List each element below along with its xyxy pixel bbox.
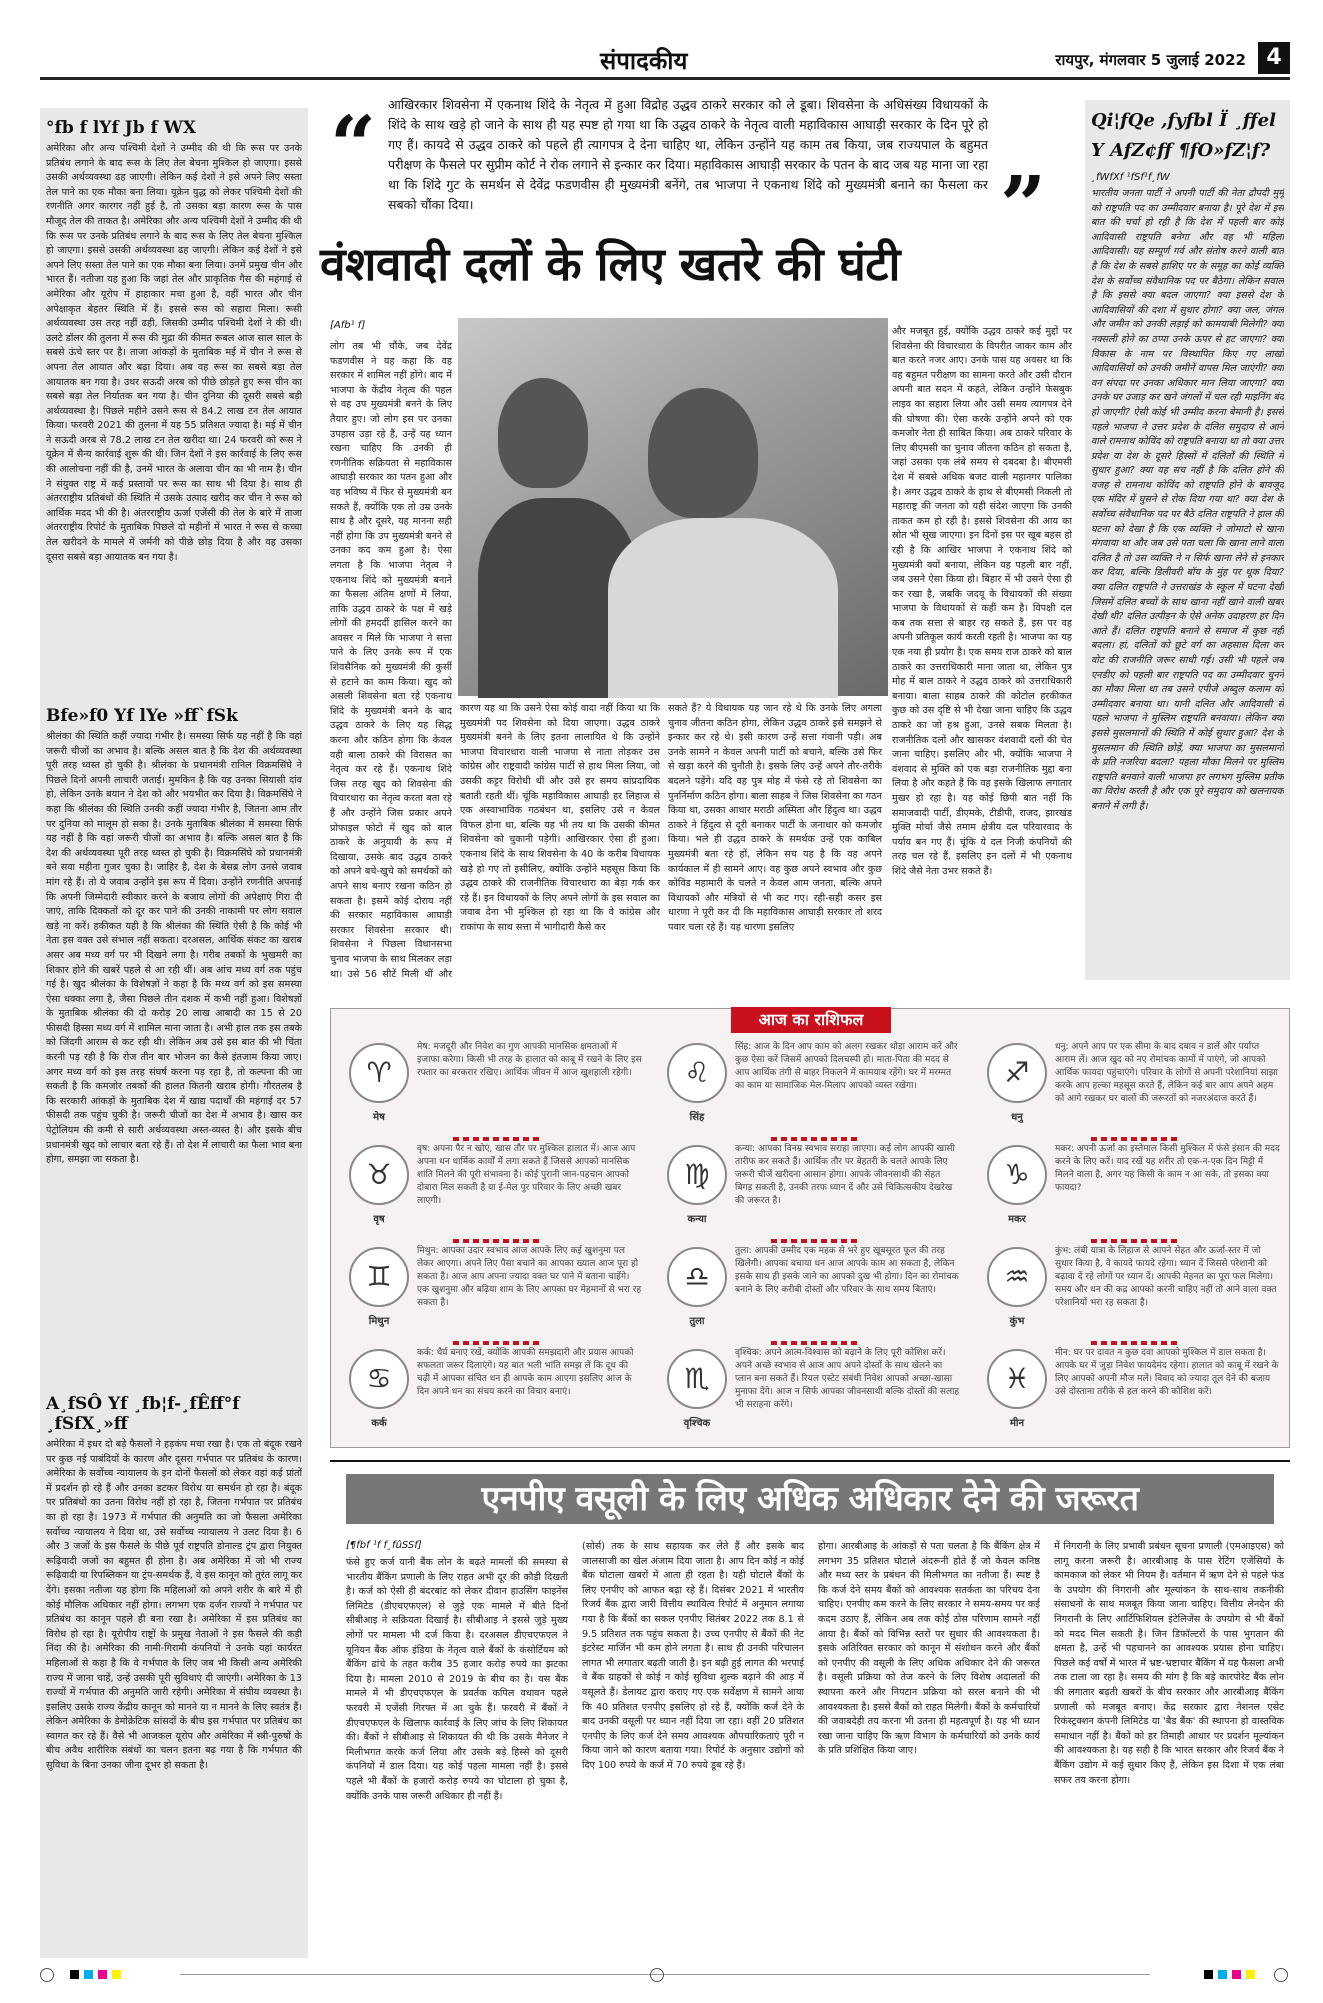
lower-article-col-3: होगा। आरबीआइ के आंकड़ों से पता चलता है कि बैंकिंग क्षेत्र में लगभग 35 प्रतिशत घोटाले अंदरूनी होते हैं जो केवल कनिष्ठ और मध्य स्तर के प्रबंधन की मिलीभगत का नतीजा हैं। स्पष्ट है कि कर्ज देने समय बैंकों को आवश्यक सतर्कता का परिचय देना चाहिए। एनपीए कम करने के लिए सरकार ने समय-समय पर कई कदम उठाए हैं, लेकिन अब तक कोई ठोस परिणाम सामने नहीं आया है। बैंकों को विभिन्न स्तरों पर सुधार की आवश्यकता है। इसके अतिरिक्त सरकार को कानून में संशोधन करने और बैंकों को एनपीए की वसूली के लिए अधिक अधिकार देने की जरूरत है। वसूली प्रक्रिया को तेज करने के लिए विशेष अदालतों की स्थापना करने और निपटान प्रक्रिया को सरल बनाने की भी आवश्यकता है। इससे बैंकों को राहत मिलेगी। बैंकों के कर्मचारियों की जवाबदेही तय करना भी उतना ही महत्वपूर्ण है। यह भी ध्यान रखा जाना चाहिए कि ऋण विभाग के कर्मचारियों को उनके कार्य के प्रति प्रशिक्षित किया जाए। <box>818 1541 1040 1757</box>
left-section-3-heading: A¸fSÔ Yf ¸fb¦f-¸fÊff°f ¸fSfX¸»ff <box>46 1394 240 1434</box>
zodiac-sign-name: कुंभ <box>1009 1316 1025 1327</box>
page-number: 4 <box>1258 42 1290 74</box>
color-swatch-magenta-right <box>1232 1970 1241 1979</box>
left-section-1-heading: °fb f lYf Jb f WX <box>46 118 197 138</box>
registration-mark-center-icon <box>650 1968 664 1982</box>
footer-rule <box>180 1974 1150 1975</box>
color-swatch-cyan-right <box>1218 1970 1227 1979</box>
zodiac-sign-name: वृश्चिक <box>683 1418 711 1429</box>
zodiac-prediction-text: मीन: घर पर दावत न कुछ दवा आपको मुश्किल में डाल सकता है। आपके घर में जुड़ा निवेश फायदेमंद रहेगा। हालात को काबू में रखने के लिए आपको अपनी मौज मलें। विवाद को ज्यादा तूल देने की बजाय उसे दोस्ताना तरीके से हल करने की कोशिश करें। <box>1055 1348 1279 1397</box>
zodiac-prediction-text: सिंह: आज के दिन आप काम को अलग रखकर थोड़ा आराम करें और कुछ ऐसा करें जिसमें आपको दिलचस्पी हो। माता-पिता की मदद से आप आर्थिक तंगी से बाहर निकलने में कामयाब रहेंगे। घर में मरम्मत का काम या सामाजिक मेल-मिलाप आपको व्यस्त रखेगा। <box>735 1042 958 1091</box>
zodiac-sign-icon: ♈ <box>349 1043 409 1103</box>
left-section-3-body: अमेरिका में इधर दो बड़े फैसलों ने हड़कंप मचा रखा है। एक तो बंदूक रखने पर कुछ नई पाबंदियों के कारण और दूसरा गर्भपात पर प्रतिबंध के कारण। अमेरिका के सर्वोच्च न्यायालय के इन दोनों फैसलों को लेकर वहां कई प्रांतों में प्रदर्शन हो रहे हैं और उनका डटकर विरोध या समर्थन हो रहा है। बंदूक पर प्रतिबंधों का उतना विरोध नहीं हो रहा है, जितना गर्भपात पर प्रतिबंध का हो रहा है। 1973 में गर्भपात की अनुमति का जो फैसला अमेरिका सर्वोच्च न्यायालय ने दिया था, उसे सर्वोच्च न्यायालय ने उलट दिया है। 6 और 3 जजों के इस फैसले के पीछे पूर्व राष्ट्रपति डोनाल्ड ट्रंप द्वारा नियुक्त रूढ़िवादी जजों का बहुमत ही होना है। अब अमेरिका में जो भी राज्य रूढ़िवादी या रिपब्लिकन या ट्रंप-समर्थक हैं, वे इस कानून को तुरंत लागू कर देंगे। इसका नतीजा यह होगा कि महिलाओं को अपने शरीर के बारे में ही कोई मौलिक अधिकार नहीं होगा। लगभग एक दर्जन राज्यों ने गर्भपात पर प्रतिबंध का कानून पहले ही बना रखा है। अमेरिका में इस प्रतिबंध का विरोध हो रहा है। यूरोपीय राष्ट्रों के प्रमुख नेताओं ने इस फैसले की कड़ी निंदा की है। अमेरिका की नामी-गिरामी कंपनियों ने उनके यहां कार्यरत महिलाओं से कहा है कि वे गर्भपात के लिए जब भी किसी अन्य अमेरिकी राज्य में जाना चाहें, उन्हें उसकी पूरी सुविधाएं दी जाएंगी। अमेरिका के 13 राज्यों में गर्भपात की अनुमति जारी रहेगी। अमेरिका में संघीय व्यवस्था है। इसलिए उसके राज्य केंद्रीय कानून को मानने या न मानने के लिए स्वतंत्र हैं। लेकिन अमेरिका के डेमोक्रेटिक सांसदों के बीच इस गर्भपात पर प्रतिबंध का स्वागत कर रहे हैं। वैसे भी आजकल यूरोप और अमेरिका में स्त्री-पुरुषों के बीच अवैध शारीरिक संबंधों का चलन इतना बढ़ गया है कि गर्भपात की सुविधा के बिना उनका जीना दूभर हो सकता है। <box>46 1439 302 1772</box>
left-section-2-body: श्रीलंका की स्थिति कहीं ज्यादा गंभीर है। समस्या सिर्फ यह नहीं है कि वहां जरूरी चीजों का अभाव है। बल्कि असल बात है कि देश की अर्थव्यवस्था पूरी तरह ध्वस्त हो चुकी है। श्रीलंका के प्रधानमंत्री रानिल विक्रमसिंघे ने पिछले दिनों अपनी लाचारी जताई। मुमकिन है कि यह उनका सियासी दांव हो, लेकिन उनके बयान ने देश को और भयभीत कर दिया है। विक्रमसिंघे ने कहा कि श्रीलंका की स्थिति उनकी कहीं ज्यादा गंभीर है, जितना आम तौर पर दुनिया को मालूम हो सका है। उनके मुताबिक श्रीलंका में समस्या सिर्फ यह नहीं है कि वहां जरूरी चीजों का अभाव है। बल्कि असल बात है कि देश की अर्थव्यवस्था पूरी तरह ध्वस्त हो चुकी है। विक्रमसिंघे को प्रधानमंत्री बने सवा महीना गुजर चुका है। जाहिर है, देश के बेसब्र लोग उनसे जवाब मांग रहे हैं। तो ये जवाब उन्होंने इस रूप में दिया। उन्होंने रणनीति अपनाई कि अपनी जिम्मेदारी स्वीकार करने के बजाय लोगों की अपेक्षाएं गिरा दी जाएं, ताकि दिक्कतों को दूर कर पाने की उनकी नाकामी पर लोग सवाल खड़े ना करें। हकीकत यही है कि श्रीलंका की स्थिति ऐसी है कि कोई भी नेता इस वक्त उसे संभाल नहीं सकता। दरअसल, आर्थिक संकट का खराब असर अब मध्य वर्ग पर भी दिखने लगा है। गरीब तबकों के भुखमरी का शिकार होने की खबरें पहले से आ रही थीं। अब आंच मध्य वर्ग तक पहुंच गई है। खुद श्रीलंका के विशेषज्ञों ने कहा है कि मध्य वर्ग को इस समस्या ऐसा धक्का लगा है, जैसा पिछले तीन दशक में कभी नहीं हुआ। विशेषज्ञों के मुताबिक श्रीलंका की दो करोड़ 20 लाख आबादी का 15 से 20 फीसदी हिस्सा मध्य वर्ग में शामिल माना जाता है। अभी हाल तक इस तबके को जिंदगी आराम से कट रही थी। लेकिन अब उसे इस बात की भी चिंता करनी पड़ रही है कि रोज तीन बार भोजन का कैसे इंतजाम किया जाए। अगर मध्य वर्ग को इस तरह संघर्ष करना पड़ रहा है, तो कल्पना की जा सकती है कि कमजोर तबकों की हालत कितनी खराब होगी। गौरतलब है कि सरकारी आंकड़ों के मुताबिक देश में खाद्य पदार्थों की महंगाई दर 57 फीसदी तक पहुंच चुकी है। जरूरी चीजों का देश में अभाव है। खास कर पेट्रोलियम की कमी से सारी अर्थव्यवस्था अस्त-व्यस्त है। और इसके बीच प्रधानमंत्री खुद को लाचार बता रहे हैं। तो देश में लाचारी का फैला भाव बना होगा, समझा जा सकता है। <box>46 731 302 1166</box>
zodiac-prediction-text: तुला: आपकी उम्मीद एक महक से भरे हुए खूबसूरत फूल की तरह खिलेगी। आपका बचाया धन आज आपके काम आ सकता है, लेकिन इसके साथ ही इसके जाने का आपको दुख भी होगा। दिन का रोमांचक बनाने के लिए करीबी दोस्तों और परिवार के साथ समय बिताएं। <box>735 1246 959 1295</box>
zodiac-sign-name: तुला <box>689 1316 705 1327</box>
horoscope-cell <box>343 1343 658 1447</box>
zodiac-prediction-text: कर्क: धैर्य बनाए रखें, क्योंकि आपकी समझदारी और प्रयास आपको सफलता जरूर दिलाएंगे। यह बात भली भांति समझ लें कि दूध की चढ़ी में आपका संचित धन ही आपके काम आएगा इसलिए आज के दिन अपने धन का संचय करने का विचार बनाएं। <box>417 1348 634 1397</box>
lower-article-header <box>330 1460 1290 1532</box>
close-quote-mark: ” <box>1000 158 1047 252</box>
open-quote-mark: “ <box>330 98 377 192</box>
right-opinion-column <box>1085 100 1290 980</box>
zodiac-sign-icon: ♍ <box>667 1145 727 1205</box>
registration-mark-icon <box>40 1968 54 1982</box>
horoscope-cell <box>661 1343 976 1447</box>
horoscope-cell <box>981 1241 1296 1345</box>
left-section-2-heading: Bfe»f0 Yf lYe »ff`fSk <box>46 706 238 726</box>
zodiac-sign-name: मेष <box>373 1112 385 1123</box>
right-column-byline: ¸fWfXf ¹fSf¹f¸fW <box>1091 172 1170 183</box>
zodiac-sign-name: वृष <box>373 1214 385 1225</box>
horoscope-cell <box>343 1139 658 1243</box>
zodiac-sign-icon: ♏ <box>667 1349 727 1409</box>
zodiac-sign-icon: ♋ <box>349 1349 409 1409</box>
main-article-byline: [Afb¹ f] <box>330 320 366 331</box>
zodiac-prediction-text: मकर: अपनी ऊर्जा का इस्तेमाल किसी मुश्किल में फंसे इंसान की मदद करने के लिए करें। याद रखें यह शरीर तो एक-न-एक दिन मिट्टी में मिलने वाला है, अगर यह किसी के काम न आ सके, तो इसका क्या फायदा? <box>1055 1144 1280 1193</box>
main-headline: वंशवादी दलों के लिए खतरे की घंटी <box>320 237 900 291</box>
right-column-body: भारतीय जनता पार्टी ने अपनी पार्टी की नेता द्रौपदी मुर्मू को राष्ट्रपति पद का उम्मीदवार बनाया है। पूरे देश में इस बात की चर्चा हो रही है कि देश में पहली बार कोई आदिवासी राष्ट्रपति बनेगा और वह भी महिला आदिवासी। यह सम्पूर्ण गर्व और संतोष करने वाली बात है कि देश के सबसे हाशिए पर के समूह का कोई व्यक्ति देश के सर्वोच्च संवैधानिक पद पर बैठेगा। लेकिन सवाल है कि इससे क्या बदल जाएगा? क्या इससे देश के आदिवासियों की दशा में सुधार होगा? क्या जल, जंगल और जमीन को उनकी लड़ाई को कामयाबी मिलेगी? क्या नक्सली होने का ठप्पा उनके ऊपर से हट जाएगा? क्या विकास के नाम पर विस्थापित किए गए लाखों आदिवासियों को उनकी जमीनें वापस मिल जाएंगी? क्या वन संपदा पर उनका अधिकार मान लिया जाएगा? क्या उनके घर उजाड़ कर खने जंगलों में चल रही माइनिंग बंद हो जाएगी? ऐसी कोई भी उम्मीद करना बेमानी है। इससे पहले भाजपा ने उत्तर प्रदेश के दलित समुदाय से आने वाले रामनाथ कोविंद को राष्ट्रपति बनाया था तो क्या उत्तर प्रदेश या देश के दूसरे हिस्सों में दलितों की स्थिति में सुधार हुआ? क्या यह सच नहीं है कि दलित होने की वजह से रामनाथ कोविंद को राष्ट्रपति होने के बावजूद एक मंदिर में घुसने से रोक दिया गया था? क्या देश के सर्वोच्च संवैधानिक पद पर बैठे दलित राष्ट्रपति ने हाल की घटना को देखा है कि एक व्यक्ति ने जोमाटो से खाना मंगवाया था और जब उसे पता चला कि खाना लाने वाला दलित है तो उस व्यक्ति ने न सिर्फ खाना लेने से इनकार कर दिया, बल्कि डिलीवरी बॉय के मुंह पर थूक दिया? क्या दलित राष्ट्रपति ने उत्तराखंड के स्कूल में घटना देखी जिसमें दलित बच्चों के साथ खाना नहीं खाने वाली खबर देखी थी? दलित उत्पीड़न के ऐसे अनेक उदाहरण हर दिन आते हैं। दलित राष्ट्रपति बनाने से समाज में कुछ नहीं बदला। हां, दलितों को छूटे वर्ग का अहसास दिला कर वोट की राजनीति जरूर साधी गई। उसी भी पहले जब एनडीए को पहली बार राष्ट्रपति पद का उम्मीदवार चुनने का मौका मिला था तब उसने एपीजे अब्दुल कलाम को उम्मीदवार बनाया था। यानी दलित और आदिवासी से पहले भाजपा ने मुस्लिम राष्ट्रपति बनवाया। लेकिन क्या इससे मुसलमानों की स्थिति में कोई सुधार हुआ? देश के मुसलमान की स्थिति छोड़ें, क्या भाजपा का मुसलमानों के प्रति नजरिया बदला? पहला मौका मिलने पर मुस्लिम राष्ट्रपति बनवाने वाली भाजपा हर लगभग मुस्लिम प्रतीक का विरोध करती है और एक पूरे समुदाय को खलनायक बनाने में लगी है। <box>1091 188 1284 812</box>
zodiac-prediction-text: कुंभ: लंबी यात्रा के लिहाज से आपने सेहत और ऊर्जा-स्तर में जो सुधार किया है, वे कायदे फायदे रहेगा। ध्यान दें जिससे परेशानी को बढ़ावा दें रहे लोगों पर ध्यान दें। आपकी मेहनत का पूरा फल मिलेगा। समय और धन की कद्र आपको करनी चाहिए नहीं तो आने वाला वक्त परेशानियों भरा रह सकता है। <box>1055 1246 1277 1308</box>
horoscope-cell <box>661 1241 976 1345</box>
color-swatch-yellow-right <box>1246 1970 1255 1979</box>
zodiac-sign-name: धनु <box>1011 1112 1023 1123</box>
left-editorial-column <box>40 108 308 1958</box>
lower-article-col-4: में निगरानी के लिए प्रभावी प्रबंधन सूचना प्रणाली (एमआइएस) को लागू करना जरूरी है। आरबीआइ के पास रेटिंग एजेंसियों के कामकाज को लेकर भी नियम हैं। वर्तमान में ऋण देने से पहले फंड के उपयोग की निगरानी और मूल्यांकन के साथ-साथ तकनीकी संसाधनों के साथ मजबूत किया जाना चाहिए। वित्तीय लेनदेन की निगरानी के लिए आर्टिफिशियल इंटेलिजेंस के उपयोग से भी बैंकों को मदद मिल सकती है। जिन डिफॉल्टरों के पास भुगतान की क्षमता है, उन्हें भी पहचानने का आवश्यक प्रयास होना चाहिए। पिछले कई वर्षों में भारत में भ्रष्ट-भ्रष्टाचार बैंकिंग में यह फैसला अभी तक टाला जा रहा है। समय की मांग है कि बड़े कारपोरेट बैंक लोन की लगातार बढ़ती खबरों के बीच सरकार और आरबीआइ बैंकिंग प्रणाली को मजबूत बनाए। केंद्र सरकार द्वारा नेशनल एसेट रिकंस्ट्रक्शन कंपनी लिमिटेड या 'बैड बैंक' की स्थापना हो वास्तविक समाधान नहीं है। बैंकों को हर तिमाही आधार पर प्रदर्शन मूल्यांकन की आवश्यकता है। यह सही है कि भारत सरकार और रिजर्व बैंक ने बैंकिंग उद्योग में कई सुधार किए हैं, लेकिन इस दिशा में एक लंबा सफर तय करना होगा। <box>1054 1541 1284 1786</box>
news-photo <box>458 318 888 696</box>
horoscope-cell <box>981 1139 1296 1243</box>
main-article-col-3: सकते हैं? ये विधायक यह जान रहे थे कि उनके लिए अगला चुनाव जीतना कठिन होगा, लेकिन उद्धव ठाकरे इसे समझने से इन्कार कर रहे थे। इसी कारण उन्हें सत्ता गंवानी पड़ी। अब उनके सामने न केवल अपनी पार्टी को बचाने, बल्कि उसे फिर से खड़ा करने की चुनौती है। इसके लिए उन्हें अपने तौर-तरीके बदलने पड़ेंगे। यदि वह पुत्र मोह में फंसे रहे तो शिवसेना का पुनर्निर्माण कठिन होगा। बाला साहब ने जिस शिवसेना का गठन किया था, उसका आधार मराठी अस्मिता और हिंदुत्व था। उद्धव ठाकरे ने हिंदुत्व से दूरी बनाकर पार्टी के जनाधार को कमजोर किया। भले ही उद्धव ठाकरे के समर्थक उन्हें एक काबिल मुख्यमंत्री बता रहे हों, लेकिन सच यह है कि वह अपने कार्यकाल में ही सामने आए। वह कुछ अपने स्वभाव और कुछ कोविड महामारी के चलते न केवल आम जनता, बल्कि अपने विधायकों और मंत्रियों से भी कट गए। रही-सही कसर इस धारणा ने पूरी कर दी कि महाविकास आघाड़ी सरकार तो शरद पवार चला रहे हैं। यह धारणा इसलिए <box>668 703 882 933</box>
color-swatch-black-right <box>1204 1970 1213 1979</box>
main-article-col-1: लोग तब भी चौंके, जब देवेंद्र फडणवीस ने यह कहा कि वह सरकार में शामिल नहीं होंगे। बाद में भाजपा के केंद्रीय नेतृत्व की पहल से वह उप मुख्यमंत्री बनने के लिए तैयार हुए। जो लोग इस पर उनका उपहास उड़ा रहे हैं, उन्हें यह ध्यान रखना चाहिए कि उनकी ही रणनीतिक सक्रियता से महाविकास आघाड़ी सरकार का पतन हुआ और वह भविष्य में फिर से मुख्यमंत्री बन सकते हैं, क्योंकि एक तो उम्र उनके साथ है और दूसरे, यह मानना सही नहीं होगा कि उप मुख्यमंत्री बनने से उनका कद कम हुआ है। ऐसा लगता है कि भाजपा नेतृत्व ने एकनाथ शिंदे को मुख्यमंत्री बनाने का फैसला अंतिम क्षणों में लिया, ताकि उद्धव ठाकरे के पक्ष में खड़े लोगों की हमदर्दी हासिल करने का अवसर न मिले कि भाजपा ने सत्ता पाने के लिए उनके रूप में एक शिवसैनिक को मुख्यमंत्री की कुर्सी से हटाने का काम किया। खुद को असली शिवसेना बता रहे एकनाथ शिंदे के मुख्यमंत्री बनने के बाद उद्धव ठाकरे के लिए यह सिद्ध करना और कठिन होगा कि केवल वही बाला ठाकरे की विरासत का नेतृत्व कर रहे हैं। एकनाथ शिंदे जिस तरह खुद को शिवसेना की विचारधारा का नेतृत्व करता बता रहे हैं और उन्होंने जिस प्रकार अपने प्रोफाइल फोटो में खुद को बाल ठाकरे के अनुयायी के रूप में दिखाया, उसके बाद उद्धव ठाकरे को अपने बचे-खुचे को समर्थकों को अपने साथ बनाए रखना कठिन हो सकता है। इसमें कोई दोराय नहीं की सरकार महाविकास आघाड़ी सरकार शिवसेना सरकार थी। शिवसेना ने पिछला विधानसभा चुनाव भाजपा के साथ मिलकर लड़ा था। उसे 56 सीटें मिली थीं और <box>330 341 452 980</box>
left-section-1-body: अमेरिका और अन्य पश्चिमी देशों ने उम्मीद की थी कि रूस पर उनके प्रतिबंध लगाने के बाद रूस के लिए तेल बेचना मुश्किल हो जाएगा। इससे उसकी अर्थव्यवस्था ढह जाएगी। लेकिन कई देशों ने इसे अपने लिए सस्ता तेल पाने का एक मौका बना लिया। यूक्रेन युद्ध को लेकर पश्चिमी देशों की रणनीति अगर कारगर नहीं हुई है, तो उसका बड़ा कारण रूस के पास मौजूद तेल की ताकत है। अमेरिका और अन्य पश्चिमी देशों ने उम्मीद की थी कि रूस पर उनके प्रतिबंध लगाने के बाद रूस के लिए तेल बेचना मुश्किल हो जाएगा। इससे उसकी अर्थव्यवस्था ढह जाएगी। लेकिन कई देशों ने इसे अपने लिए सस्ता तेल पाने का एक मौका बना लिया। उनमें प्रमुख चीन और भारत हैं। नतीजा यह हुआ कि जहां तेल और प्राकृतिक गैस की महंगाई से अमेरिका और यूरोप में हाहाकार मचा हुआ है, वहीं भारत और चीन अपेक्षाकृत बेहतर स्थिति में हैं। इससे रूस को सहारा मिला। रूसी अर्थव्यवस्था उस तरह नहीं ढही, जिसकी उम्मीद पश्चिमी देशों ने की थी। उलटे डॉलर की तुलना में रूस की मुद्रा की कीमत रूबल आज साल साल के सबसे ऊंचे स्तर पर है। ताजा आंकड़ों के मुताबिक मई में चीन ने रूस से अपना तेल आयात और बढ़ा दिया। अब वह रूस का सबसे बड़ा तेल आयातक बन गया है। उधर सऊदी अरब को पीछे छोड़ते हुए रूस चीन का सबसे बड़ा तेल निर्यातक बन गया है। चीन दुनिया की दूसरी सबसे बड़ी अर्थव्यवस्था है। पिछले महीने उसने रूस से 84.2 लाख टन तेल आयात किया। फरवरी 2021 की तुलना में यह 55 प्रतिशत ज्यादा है। मई में चीन ने सऊदी अरब से 78.2 लाख टन तेल खरीदा था। 24 फरवरी को रूस ने यूक्रेन में सैन्य कार्रवाई शुरू की थी। जिन देशों ने इस कार्रवाई के लिए रूस की आलोचना नहीं की है, उनमें भारत के अलावा चीन का भी नाम है। चीन ने संयुक्त राष्ट्र में कई प्रस्तावों पर रूस का साथ भी दिया है। साथ ही अंतरराष्ट्रीय प्रतिबंधों की स्थिति में उसके उत्पाद खरीद कर चीन ने रूस को आर्थिक मदद भी की है। अंतरराष्ट्रीय ऊर्जा एजेंसी की तेल के बारे में ताजा अंतरराष्ट्रीय रिपोर्ट के मुताबिक पिछले दो महीनों में भारत ने रूस से कच्चा तेल खरीदने के मामले में जर्मनी को पीछे छोड़ दिया है और वह उसका दूसरा सबसे बड़ा आयातक बन गया है। <box>46 143 302 563</box>
zodiac-sign-name: सिंह <box>689 1112 705 1123</box>
print-footer <box>40 1968 1290 1982</box>
zodiac-sign-icon: ♓ <box>987 1349 1047 1409</box>
zodiac-sign-icon: ♒ <box>987 1247 1047 1307</box>
main-article-col-2: कारण यह था कि उसने ऐसा कोई वादा नहीं किया था कि मुख्यमंत्री पद शिवसेना को दिया जाएगा। उद्धव ठाकरे मुख्यमंत्री बनने के लिए इतना लालायित थे कि उन्होंने भाजपा विचारधारा वाली भाजपा से नाता तोड़कर उस कांग्रेस और राष्ट्रवादी कांग्रेस पार्टी से हाथ मिला लिया, जो उसकी कट्टर विरोधी थीं और उसे हर समय सांप्रदायिक बताती रहती थीं। चूंकि महाविकास आघाड़ी हर लिहाज से एक अस्वाभाविक गठबंधन था, इसलिए उसे न केवल विफल होना था, बल्कि यह भी तय था कि उसकी कीमत शिवसेना को चुकानी पड़ेगी। आखिरकार ऐसा ही हुआ। एकनाथ शिंदे के साथ शिवसेना के 40 के करीब विधायक खड़े हो गए तो इसीलिए, क्योंकि उन्होंने महसूस किया कि उद्धव ठाकरे की राजनीतिक विचारधारा का बेड़ा गर्क कर रहे हैं। इन विधायकों के लिए अपने लोगों के इस सवाल का जवाब देना भी मुश्किल हो रहा था कि वे कांग्रेस और राकांपा के साथ सत्ता में भागीदारी कैसे कर <box>460 703 660 933</box>
right-column-heading: Qi¦fQe ,fyfbl Ï ¸ffel Y AfZ¢ff ¶fO»fZ¦f? <box>1091 110 1276 161</box>
main-article-col-4: और मजबूत हुई, क्योंकि उद्धव ठाकरे कई मुद्दों पर शिवसेना की विचारधारा के विपरीत जाकर काम और बात करते नजर आए। उनके पास यह अवसर था कि वह बहुमत परीक्षण का सामना करते और उसी दौरान अपनी बात सदन में कहते, लेकिन उन्होंने फेसबुक लाइव का सहारा लिया और उसी समय त्यागपत्र देने की घोषणा की। ऐसा करके उन्होंने अपने को एक कमजोर नेता ही साबित किया। अब ठाकरे परिवार के लिए बीएमसी का चुनाव जीतना कठिन हो सकता है, जहां उसका एक लंबे समय से दबदबा है। बीएमसी देश में सबसे अधिक बजट वाली महानगर पालिका है। अगर उद्धव ठाकरे के हाथ से बीएमसी निकली तो महाराष्ट्र की जनता को यही संदेश जाएगा कि उनकी ताकत कम हो रही है। इससे शिवसेना की आय का स्रोत भी सूख जाएगा। इन दिनों इस पर खूब बहस हो रही है कि आखिर भाजपा ने एकनाथ शिंदे को मुख्यमंत्री क्यों बनाया, लेकिन यह पहली बार नहीं, जब उसने ऐसा किया हो। बिहार में भी उसने ऐसा ही कर रखा है, जबकि जदयू के विधायकों की संख्या भाजपा के विधायकों से कहीं कम है। विपक्षी दल कब तक सत्ता से बाहर रह सकते हैं, इस पर वह अपनी प्रतिकूल कार्य करती रहती है। भाजपा का यह एक नया ही प्रयोग है। एक समय राज ठाकरे को बाल ठाकरे का उत्तराधिकारी माना जाता था, लेकिन पुत्र मोह में बाल ठाकरे ने उद्धव ठाकरे को उत्तराधिकारी बनाया। बाला साहब ठाकरे की कोटोल हरकीकत कुछ को उस दृष्टि से भी देखा जाना चाहिए कि उद्धव ठाकरे का जो हश्र हुआ, उनसे सबक मिलता है। राजनीतिक दलों और खासकर वंशवादी दलों की चेत जाना चाहिए। इसलिए और भी, क्योंकि भाजपा ने वंशवाद से मुक्ति को एक बड़ा राजनीतिक मुद्दा बना लिया है और कहते हैं कि वह इसके खिलाफ लगातार मुखर हो रहा है। यह कोई छिपी बात नहीं कि समाजवादी पार्टी, डीएमके, टीडीपी, राजद, झारखंड मुक्ति मोर्चा जैसे तमाम क्षेत्रीय दल परिवारवाद के पर्याय बन गए हैं। चूंकि ये दल निजी कंपनियों की तरह चल रहे हैं, इसलिए इन दलों में भी एकनाथ शिंदे जैसे नेता उभर सकते हैं। <box>892 326 1072 877</box>
photo-person-center <box>648 388 758 518</box>
color-swatch-yellow <box>112 1970 121 1979</box>
horoscope-cell <box>343 1037 658 1141</box>
zodiac-prediction-text: वृष: अपना पैर न खोएं, खास तौर पर मुश्किल हालात में। आज आप अपना धन धार्मिक कार्यों में लगा सकते हैं जिससे आपको मानसिक शांति मिलने की पूरी संभावना है। कोई पुरानी जान-पहचान आपको दोबारा मिल सकती है या ई-मेल पुर परिवार के लिए अच्छी खबर लाएगी। <box>417 1144 636 1206</box>
zodiac-sign-name: कन्या <box>687 1214 707 1225</box>
color-swatch-black <box>70 1970 79 1979</box>
zodiac-sign-name: मकर <box>1008 1214 1026 1225</box>
page-header <box>40 40 1290 80</box>
horoscope-box <box>330 1008 1290 1448</box>
lower-article-col-1: फंसे हुए कर्ज यानी बैंक लोन के बढ़ते मामलों की समस्या से भारतीय बैंकिंग प्रणाली के लिए राहत अभी दूर की कौड़ी दिखती है। कर्ज को ऐसी ही बंदरबांट को लेकर दीवान हाउसिंग फाइनेंस लिमिटेड (डीएचएफएल) से जुड़े एक मामले में बीते दिनों सीबीआइ ने सक्रियता दिखाई है। सीबीआइ ने इससे जुड़े मुख्य लोगों पर मामला भी दर्ज किया है। दरअसल डीएचएफएल ने यूनियन बैंक ऑफ इंडिया के नेतृत्व वाले बैंकों के कंसोर्टियम को बैंकिंग ढांचे के तहत करीब 35 हजार करोड़ रुपये का झटका दिया है। मामला 2010 से 2019 के बीच का है। यस बैंक मामले में भी डीएचएफएल के प्रवर्तक कपिल वधावन पहले फरवरी में एजेंसी गिरफ्त में आ चुके हैं। फरवरी में बैंकों ने डीएचएफएल के खिलाफ कार्रवाई के लिए जांच के लिए शिकायत की। बैंकों ने सीबीआइ से शिकायत की थी कि उसके मैनेजर ने मिलीभगत करके कर्ज लिया और उसके बड़े हिस्से को दूसरी कंपनियों में डाल दिया। यह कोई पहला मामला नहीं है। इससे पहले भी बैंकों के हजारों करोड़ रुपये का घोटाला हो चुका है, क्योंकि उनके पास जरूरी अधिकार ही नहीं हैं। <box>346 1557 568 1802</box>
horoscope-cell <box>661 1139 976 1243</box>
color-swatch-magenta <box>98 1970 107 1979</box>
photo-body-center <box>608 518 838 698</box>
color-swatch-cyan <box>84 1970 93 1979</box>
horoscope-cell <box>661 1037 976 1141</box>
zodiac-prediction-text: मेष: मजदूरी और निवेश का गुण आपकी मानसिक क्षमताओं में इजाफा करेगा। किसी भी तरह के हालात को काबू में रखने के लिए इस रफ्तार का बरकरार रखिए। आर्थिक जीवन में आज खुशहाली रहेगी। <box>417 1042 642 1078</box>
zodiac-sign-icon: ♎ <box>667 1247 727 1307</box>
zodiac-sign-icon: ♌ <box>667 1043 727 1103</box>
registration-mark-right-icon <box>1274 1968 1288 1982</box>
horoscope-cell <box>981 1343 1296 1447</box>
section-title: संपादकीय <box>600 47 688 75</box>
lower-article-byline: [¶fbf ¹f f¸fûSSf] <box>346 1540 422 1551</box>
pull-quote-text: आखिरकार शिवसेना में एकनाथ शिंदे के नेतृत्व में हुआ विद्रोह उद्धव ठाकरे सरकार को ले डूबा। शिवसेना के अधिसंख्य विधायकों के शिंदे के साथ खड़े हो जाने के साथ ही यह स्पष्ट हो गया था कि उद्धव ठाकरे के नेतृत्व वाली महाविकास आघाड़ी सरकार के दिन पूरे हो गए हैं। कायदे से उद्धव ठाकरे को पहले ही त्यागपत्र दे देना चाहिए था, लेकिन उन्होंने यह काम तब किया, जब राज्यपाल के बहुमत परीक्षण के फैसले पर सुप्रीम कोर्ट ने रोक लगाने से इन्कार कर दिया। महाविकास आघाड़ी सरकार के पतन के बाद जब यह माना जा रहा था कि शिंदे गुट के समर्थन से देवेंद्र फडणवीस ही मुख्यमंत्री बनेंगे, तब भाजपा ने एकनाथ शिंदे को मुख्यमंत्री बनाने का फैसला कर सबको चौंका दिया। <box>388 97 988 212</box>
horoscope-cell <box>981 1037 1296 1141</box>
photo-person-left <box>498 378 588 488</box>
zodiac-sign-name: मिथुन <box>368 1316 390 1327</box>
zodiac-sign-icon: ♑ <box>987 1145 1047 1205</box>
horoscope-title: आज का राशिफल <box>731 1007 891 1033</box>
lower-article-headline: एनपीए वसूली के लिए अधिक अधिकार देने की जरूरत <box>346 1474 1274 1524</box>
date-line: रायपुर, मंगलवार 5 जुलाई 2022 <box>1055 51 1246 69</box>
zodiac-prediction-text: मिथुन: आपका उदार स्वभाव आज आपके लिए कई खुशनुमा पल लेकर आएगा। अपने लिए पैसा बचाने का आपका ख्याल आज पूरा हो सकता है। आज आप अपना ज्यादा वक्त घर पाने में बताना चाहेंगे। एक खुशनुमा और बढ़िया शाम के लिए आपका घर मेहमानों से भरा रह सकता है। <box>417 1246 642 1308</box>
horoscope-cell <box>343 1241 658 1345</box>
zodiac-sign-icon: ♊ <box>349 1247 409 1307</box>
zodiac-sign-icon: ♐ <box>987 1043 1047 1103</box>
zodiac-sign-icon: ♉ <box>349 1145 409 1205</box>
zodiac-prediction-text: कन्या: आपका विनम्र स्वभाव सराहा जाएगा। कई लोग आपकी खासी तारीफ कर सकते हैं। आर्थिक तौर पर बेहतरी के चलते आपके लिए जरूरी चीजें खरीदना आसान होगा। आपके जीवनसाथी की सेहत बिगड़ सकती है, उनकी तरफ ध्यान दें और उसे चिकित्सकीय देखरेख की जरूरत है। <box>735 1144 955 1206</box>
zodiac-prediction-text: धनु: अपने आप पर एक सीमा के बाद दबाव न डालें और पर्याप्त आराम लें। आज खुद को नए रोमांचक कामों में पाएंगे, जो आपको आर्थिक फायदा पहुंचाएंगे। परिवार के लोगों से अपनी परेशानियां साझा करके आप हल्का महसूस करते हैं, लेकिन कई बार आप अपने अहम को आगे रखकर घर वालों की जरूरतों को नजरअंदाज करते हैं। <box>1055 1042 1278 1104</box>
pull-quote <box>330 95 1070 252</box>
zodiac-sign-name: मीन <box>1009 1418 1025 1429</box>
lower-article-col-2: (सोर्स) तक के साथ सहायक कर लेते हैं और इसके बाद जालसाजी का खेल अंजाम दिया जाता है। आप दिन कोई न कोई बैंक घोटाला खबरों में आता ही रहता है। यही घोटाले बैंकों के लिए एनपीए को आफत बढ़ा रहे हैं। दिसंबर 2021 में भारतीय रिजर्व बैंक द्वारा जारी वित्तीय स्थायित्व रिपोर्ट में अनुमान लगाया गया है कि बैंकों का सकल एनपीए सितंबर 2022 तक 8.1 से 9.5 प्रतिशत तक पहुंच सकता है। उच्च एनपीए से बैंकों की नेट इंटरेस्ट मार्जिन भी कम होने लगता है। साथ ही उनकी परिचालन लागत भी लगातार बढ़ती जाती है। इन बढ़ी हुई लागत की भरपाई वे बैंक ग्राहकों से कोई न कोई सुविधा शुल्क बढ़ाने की आड़ में वसूलते हैं। डेलायट द्वारा कराए गए एक सर्वेक्षण में सामने आया कि 40 प्रतिशत एनपीए इसलिए हो रहे हैं, क्योंकि कर्ज देने के बाद उनकी वसूली पर ध्यान नहीं दिया जा रहा। वहीं 20 प्रतिशत एनपीए के लिए कर्ज देने समय आवश्यक औपचारिकताएं पूरी न किया जाने को कारण बताया गया। रिपोर्ट के अनुसार उद्योगों को दिए 100 रुपये के कर्ज में 70 रुपये डूब रहे हैं। <box>582 1541 804 1771</box>
zodiac-prediction-text: वृश्चिक: अपने आत्म-विश्वास को बढ़ाने के लिए पूरी कोशिश करें। अपने अच्छे स्वभाव से आज आप अपने दोस्तों के साथ खेलने का प्लान बना सकते हैं। रियल एस्टेट संबंधी निवेश आपको अच्छा-खासा मुनाफा देंगे। आज न सिर्फ आपका जीवनसाथी बल्कि दोस्तों की सलाह भी सराहना करेंगे। <box>735 1348 960 1410</box>
zodiac-sign-name: कर्क <box>371 1418 387 1429</box>
